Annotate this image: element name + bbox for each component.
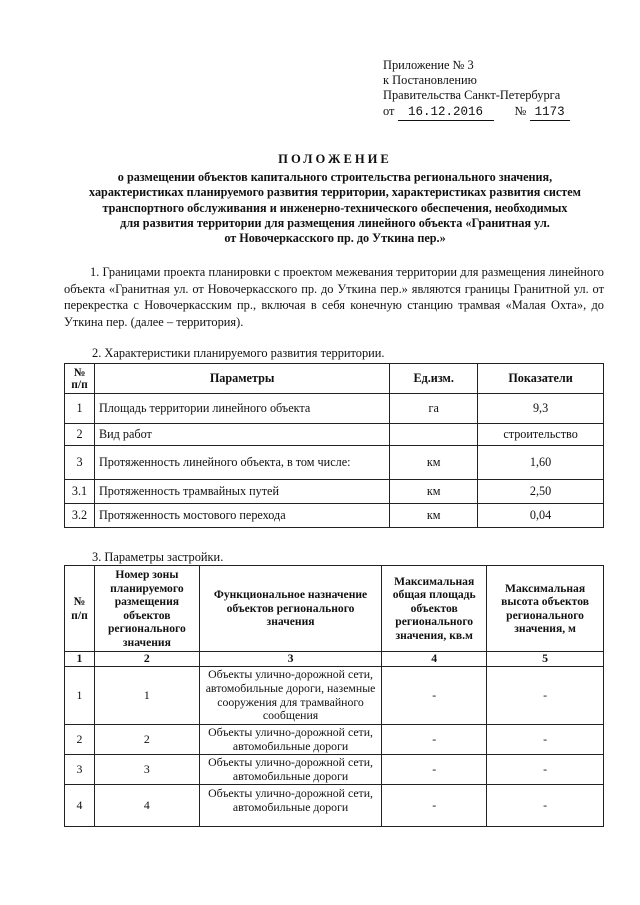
development-characteristics-table (64, 363, 604, 528)
number-label: № (514, 103, 527, 118)
cell-max-area: - (382, 785, 487, 827)
cell-value: строительство (478, 424, 604, 446)
cell-number: 2 (65, 424, 95, 446)
subtitle-line: для развития территории для размещения линейного объекта «Гранитная ул. (120, 215, 550, 230)
cell-unit (390, 424, 478, 446)
appendix-line-2: к Постановлению (383, 73, 477, 88)
cell-number: 3.2 (65, 504, 95, 528)
col-header-function: Функциональное назначение объектов регионального значения (199, 566, 381, 652)
cell-parameter: Протяженность трамвайных путей (94, 480, 389, 504)
table-row (65, 446, 604, 480)
cell-number: 2 (65, 725, 95, 755)
col-number: 4 (382, 652, 487, 667)
from-label: от (383, 103, 395, 118)
section-3-heading: 3. Параметры застройки. (92, 550, 224, 564)
cell-max-height: - (487, 755, 604, 785)
cell-number: 3 (65, 755, 95, 785)
subtitle-line: транспортного обслуживания и инженерно-технического обеспечения, необходимых (102, 200, 568, 215)
cell-function: Объекты улично-дорожной сети, автомобильные дороги, наземные сооружения для трамвайного сообщения (199, 667, 381, 725)
cell-max-height: - (487, 785, 604, 827)
table-row (65, 725, 604, 755)
cell-number: 3.1 (65, 480, 95, 504)
cell-number: 1 (65, 394, 95, 424)
cell-number: 3 (65, 446, 95, 480)
numbering-row (65, 652, 604, 667)
cell-parameter: Вид работ (94, 424, 389, 446)
subtitle-line: о размещении объектов капитального строительства регионального значения, (117, 170, 553, 184)
appendix-line-3: Правительства Санкт-Петербурга (383, 88, 561, 103)
cell-value: 2,50 (478, 480, 604, 504)
decree-number: 1173 (530, 105, 570, 121)
building-parameters-table (64, 565, 604, 827)
cell-zone: 3 (94, 755, 199, 785)
cell-function: Объекты улично-дорожной сети, автомобильные дороги (199, 755, 381, 785)
cell-value: 1,60 (478, 446, 604, 480)
col-header-parameters: Параметры (94, 364, 389, 394)
table-row (65, 394, 604, 424)
cell-unit: км (390, 446, 478, 480)
cell-max-height: - (487, 667, 604, 725)
cell-function: Объекты улично-дорожной сети, автомобильные дороги (199, 725, 381, 755)
cell-zone: 2 (94, 725, 199, 755)
table-row (65, 480, 604, 504)
section-2-heading: 2. Характеристики планируемого развития территории. (92, 346, 385, 360)
cell-unit: км (390, 480, 478, 504)
subtitle-line: от Новочеркасского пр. до Уткина пер.» (224, 231, 446, 246)
col-header-max-area: Максимальная общая площадь объектов регионального значения, кв.м (382, 566, 487, 652)
col-number: 2 (94, 652, 199, 667)
cell-max-area: - (382, 667, 487, 725)
col-number: 1 (65, 652, 95, 667)
cell-value: 0,04 (478, 504, 604, 528)
cell-zone: 1 (94, 667, 199, 725)
col-number: 5 (487, 652, 604, 667)
table-header-row (65, 566, 604, 652)
col-header-max-height: Максимальная высота объектов регионального значения, м (487, 566, 604, 652)
cell-parameter: Протяженность линейного объекта, в том числе: (94, 446, 389, 480)
appendix-date-line (383, 104, 593, 121)
page-subtitle (40, 170, 630, 246)
paragraph-boundaries: 1. Границами проекта планировки с проектом межевания территории для размещения линейного объекта «Гранитная ул. от Новочеркасского пр. до Уткина пер.» являются границы Гранитной ул. от перекрестка с Новочеркасским пр., включая в себя конечную станцию трамвая «Малая Охта», до Уткина пер. (далее – территория). (64, 265, 604, 329)
col-header-number: № п/п (65, 566, 95, 652)
table-row (65, 755, 604, 785)
cell-number: 1 (65, 667, 95, 725)
page-title: ПОЛОЖЕНИЕ (278, 152, 392, 166)
table-header-row (65, 364, 604, 394)
cell-unit: га (390, 394, 478, 424)
col-header-value: Показатели (478, 364, 604, 394)
cell-function: Объекты улично-дорожной сети, автомобильные дороги (199, 785, 381, 827)
appendix-block (383, 58, 593, 121)
decree-date: 16.12.2016 (398, 105, 494, 121)
appendix-line-1: Приложение № 3 (383, 58, 474, 72)
col-header-zone: Номер зоны планируемого размещения объектов регионального значения (94, 566, 199, 652)
cell-number: 4 (65, 785, 95, 827)
cell-max-area: - (382, 725, 487, 755)
cell-unit: км (390, 504, 478, 528)
col-number: 3 (199, 652, 381, 667)
subtitle-line: характеристиках планируемого развития территории, характеристиках развития систем (89, 185, 581, 200)
cell-zone: 4 (94, 785, 199, 827)
table-row (65, 424, 604, 446)
cell-value: 9,3 (478, 394, 604, 424)
cell-parameter: Площадь территории линейного объекта (94, 394, 389, 424)
cell-max-area: - (382, 755, 487, 785)
table-row (65, 504, 604, 528)
table-row (65, 785, 604, 827)
col-header-number: № п/п (65, 364, 95, 394)
cell-parameter: Протяженность мостового перехода (94, 504, 389, 528)
cell-max-height: - (487, 725, 604, 755)
col-header-unit: Ед.изм. (390, 364, 478, 394)
table-row (65, 667, 604, 725)
